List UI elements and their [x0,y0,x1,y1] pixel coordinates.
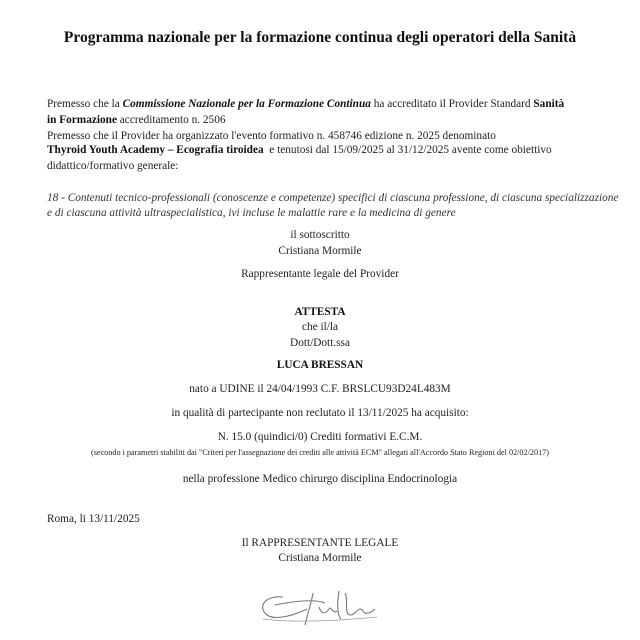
event-name: Thyroid Youth Academy – Ecografia tiroidea [47,144,264,156]
credits-note: (secondo i parametri stabiliti dai "Criteri per l'assegnazione dei crediti alle attività ECM" allegati all'Accordo Stato Regioni del 02/02/2017) [91,448,549,457]
che-label: che il/la [301,321,339,333]
document-title: Programma nazionale per la formazione continua degli operatori della Sanità [63,29,577,46]
premise-line-2 [47,113,226,127]
objective-line-1: 18 - Contenuti tecnico-professionali (conoscenze e competenze) specifici di ciascuna professione, di ciascuna specializzazione [47,192,619,204]
signer-role: Il RAPPRESENTANTE LEGALE [241,537,399,549]
premise-line-4 [47,143,552,157]
commission-name: Commissione Nazionale per la Formazione Continua [122,98,371,110]
attesta-heading: ATTESTA [294,306,346,318]
birth-info: nato a UDINE il 24/04/1993 C.F. BRSLCU93D24L483M [189,383,451,395]
objective-line-2: e di ciascuna attività ultraspecialistica, ivi incluse le malattie rare e la medicina di genere [47,207,456,219]
signer-name: Cristiana Mormile [278,552,362,564]
premise-line-5: didattico/formativo generale: [47,160,179,172]
participant-name: LUCA BRESSAN [276,359,364,371]
undersigned-name: Cristiana Mormile [278,245,362,257]
undersigned-role: Rappresentante legale del Provider [241,268,399,280]
place-date: Roma, li 13/11/2025 [47,513,140,525]
signature-image [255,585,385,635]
text: accreditamento n. 2506 [116,114,226,126]
undersigned-label: il sottoscritto [290,229,350,241]
person-title: Dott/Dott.ssa [290,337,350,349]
profession: nella professione Medico chirurgo disciplina Endocrinologia [182,473,458,485]
text: e tenutosi dal 15/09/2025 al 31/12/2025 avente come obiettivo [263,144,552,156]
provider-name: Sanità [533,98,565,110]
text: Premesso che la [47,98,123,110]
acquired-statement: in qualità di partecipante non reclutato il 13/11/2025 ha acquisito: [171,407,469,419]
provider-name: in Formazione [47,114,117,126]
premise-line-1 [47,97,564,111]
premise-line-3: Premesso che il Provider ha organizzato l'evento formativo n. 458746 edizione n. 2025 denominato [47,130,496,142]
text: ha accreditato il Provider Standard [370,98,534,110]
credits: N. 15.0 (quindici/0) Crediti formativi E.C.M. [217,431,423,443]
